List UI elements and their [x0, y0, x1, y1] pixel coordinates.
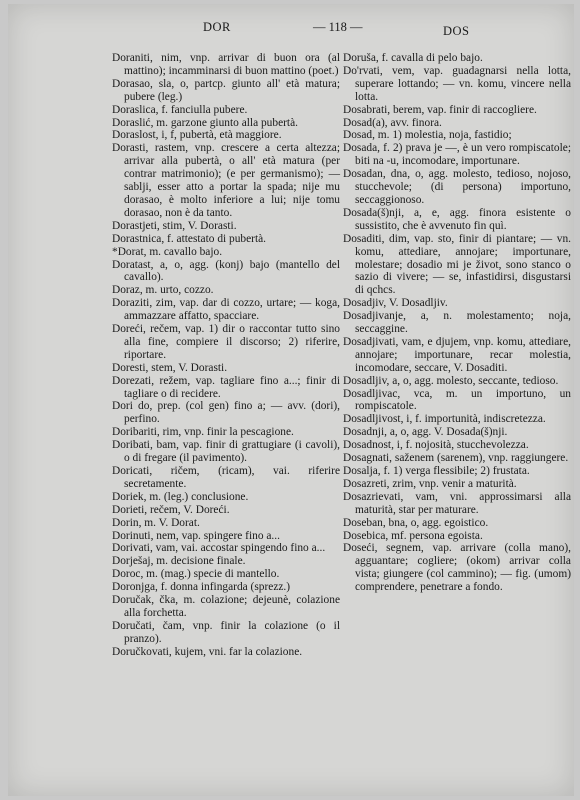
right-column — [343, 52, 571, 594]
dictionary-entry: Dosada, f. 2) prava je —, è un vero rompiscatole; biti na -u, incomodare, importunare. — [343, 142, 571, 168]
dictionary-entry: Doricati, ričem, (ricam), vai. riferire secretamente. — [112, 465, 340, 490]
dictionary-entry: Dosadjiv, V. Dosadljiv. — [343, 297, 448, 310]
dictionary-entry: Dorastnica, f. attestato di pubertà. — [112, 232, 267, 245]
dictionary-entry: Dosadljivac, vca, m. un importuno, un rompiscatole. — [343, 387, 571, 413]
dictionary-entry: Dosad, m. 1) molestia, noja, fastidio; — [343, 129, 512, 142]
dictionary-entry: Doraslica, f. fanciulla pubere. — [112, 103, 248, 116]
dictionary-entry: Dorin, m. V. Dorat. — [112, 516, 200, 529]
dictionary-entry: Dosadnost, i, f. nojosità, stucchevolezza. — [343, 439, 529, 452]
dictionary-entry: Dorieti, rečem, V. Doreći. — [112, 503, 230, 516]
dictionary-entry: Dosadjivati, vam, e djujem, vnp. komu, attediare, annojare; importunare, recar molestia, incomodare, seccare, V. Dosaditi. — [343, 335, 571, 374]
dictionary-entry: Dorastjeti, stim, V. Dorasti. — [112, 219, 237, 232]
dictionary-entry: Doraslić, m. garzone giunto alla pubertà. — [112, 116, 298, 129]
dictionary-entry: Doriek, m. (leg.) conclusione. — [112, 490, 249, 503]
page-number: — 118 — — [313, 20, 363, 34]
dictionary-page — [8, 4, 574, 796]
dictionary-entry: Doraniti, nim, vnp. arrivar di buon ora (al mattino); incamminarsi di buon mattino (poet.) — [112, 52, 340, 77]
dictionary-entry: Doseban, bna, o, agg. egoistico. — [343, 516, 489, 529]
dictionary-entry: Dorasao, sla, o, partcp. giunto all' età matura; pubere (leg.) — [112, 77, 340, 103]
dictionary-entry: Dosada(š)nji, a, e, agg. finora esistente o sussistito, che è avvenuto fin quì. — [343, 206, 571, 232]
dictionary-entry: Doseći, segnem, vap. arrivare (colla mano), agguantare; cogliere; (okom) arrivar colla vista; giungere (col cammino); — fig. (umom) comprendere, penetrare a fondo. — [343, 542, 571, 594]
dictionary-entry: Doresti, stem, V. Dorasti. — [112, 361, 228, 374]
dictionary-entry: Dorinuti, nem, vap. spingere fino a... — [112, 529, 280, 542]
dictionary-entry: Dosad(a), avv. finora. — [343, 116, 442, 129]
dictionary-entry: Dosaditi, dim, vap. sto, finir di piantare; — vn. komu, attediare, annojare; importunare, molestare; dosadio mi je život, sono stanco o sazio di vivere; — se, infastidirsi, disgustarsi di qchcs. — [343, 232, 571, 297]
dictionary-entry: Doratast, a, o, agg. (konj) bajo (mantello del cavallo). — [112, 258, 340, 284]
dictionary-entry: Doronjga, f. donna infingarda (sprezz.) — [112, 581, 291, 594]
dictionary-entry: Doručak, čka, m. colazione; dejeunè, colazione alla forchetta. — [112, 594, 340, 619]
dictionary-entry: Doraziti, zim, vap. dar di cozzo, urtare; — koga, ammazzare affatto, spacciare. — [112, 297, 340, 323]
dictionary-entry: Dosadnji, a, o, agg. V. Dosada(š)nji. — [343, 426, 508, 439]
left-guide-word: DOR — [203, 20, 231, 34]
dictionary-entry: Doribati, bam, vap. finir di grattugiare (i cavoli), o di fregare (il pavimento). — [112, 439, 340, 465]
dictionary-entry: Dori do, prep. (col gen) fino a; — avv. (dori), perfino. — [112, 400, 340, 426]
dictionary-entry: Dosebica, mf. persona egoista. — [343, 529, 483, 542]
dictionary-entry: Dosabrati, berem, vap. finir di raccogliere. — [343, 103, 537, 116]
dictionary-entry: Doraz, m. urto, cozzo. — [112, 284, 214, 297]
dictionary-entry: Dorezati, režem, vap. tagliare fino a...; finir di tagliare o di recidere. — [112, 374, 340, 400]
dictionary-entry: Dosadljivost, i, f. importunità, indiscretezza. — [343, 413, 546, 426]
dictionary-entry: Dorasti, rastem, vnp. crescere a certa altezza; arrivar alla pubertà, o all' età matura (per contrar matrimonio); (e per germanismo); — sablji, esser atto a portar la spada; nije mu dorasao, è molto inferiore a lui; nije tomu dorasao, non è da tanto. — [112, 142, 340, 219]
dictionary-entry: Doroc, m. (mag.) specie di mantello. — [112, 568, 280, 581]
dictionary-entry: Doručkovati, kujem, vni. far la colazione. — [112, 645, 303, 658]
dictionary-entry: Dosazreti, zrim, vnp. venir a maturità. — [343, 477, 517, 490]
dictionary-entry: Doribariti, rim, vnp. finir la pescagione. — [112, 426, 294, 439]
dictionary-entry: Doreći, rečem, vap. 1) dir o raccontar tutto sino alla fine, compiere il discorso; 2) riferire, riportare. — [112, 323, 340, 361]
dictionary-entry: Dorivati, vam, vai. accostar spingendo fino a... — [112, 542, 326, 555]
dictionary-entry: Dorješaj, m. decisione finale. — [112, 555, 246, 568]
dictionary-entry: *Dorat, m. cavallo bajo. — [112, 245, 223, 258]
dictionary-entry: Dosadjivanje, a, n. molestamento; noja, seccaggine. — [343, 310, 571, 336]
left-column — [112, 52, 340, 659]
dictionary-entry: Dosazrievati, vam, vni. approssimarsi alla maturità, star per maturare. — [343, 490, 571, 516]
dictionary-entry: Dosagnati, saženem (sarenem), vnp. raggiungere. — [343, 452, 569, 465]
dictionary-entry: Doruša, f. cavalla di pelo bajo. — [343, 52, 483, 64]
right-guide-word: DOS — [443, 24, 470, 38]
dictionary-entry: Dosadljiv, a, o, agg. molesto, seccante, tedioso. — [343, 374, 559, 387]
page-header — [8, 20, 574, 40]
dictionary-entry: Doraslost, i, f, pubertà, età maggiore. — [112, 129, 282, 142]
dictionary-entry: Do'rvati, vem, vap. guadagnarsi nella lotta, superare lottando; — vn. komu, vincere nella lotta. — [343, 64, 571, 103]
dictionary-entry: Dosalja, f. 1) verga flessibile; 2) frustata. — [343, 465, 530, 477]
dictionary-entry: Doručati, čam, vnp. finir la colazione (o il pranzo). — [112, 619, 340, 645]
dictionary-entry: Dosadan, dna, o, agg. molesto, tedioso, nojoso, stucchevole; (di persona) importuno, seccaggionoso. — [343, 168, 571, 206]
